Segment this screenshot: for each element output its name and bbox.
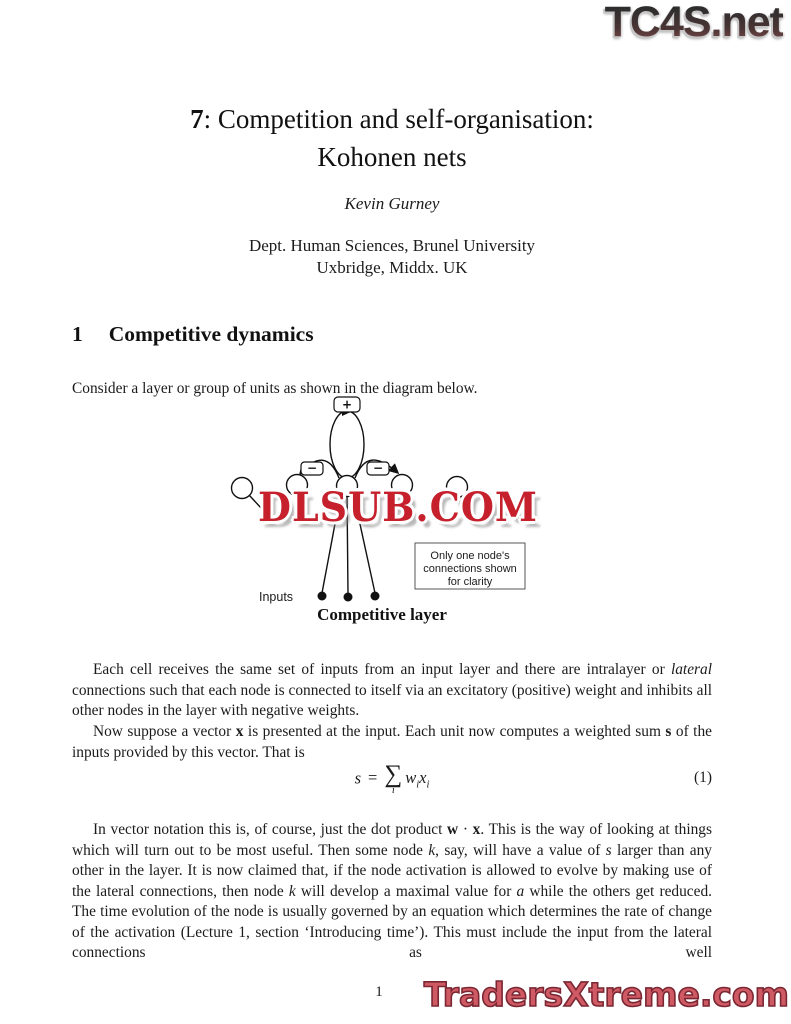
note-line2: connections shown — [423, 563, 517, 575]
page-title — [72, 100, 712, 176]
paragraph-1: Each cell receives the same set of inputs from an input layer and there are intralayer or lateral connections such that each node is connected to itself via an excitatory (positive) weight and inhibits all other nodes in the layer with negative weights. — [72, 661, 712, 720]
section-heading — [72, 322, 314, 347]
equation-1 — [72, 757, 712, 801]
inputs-label: Inputs — [259, 590, 294, 604]
paragraph-intro: Consider a layer or group of units as shown in the diagram below. — [72, 380, 478, 398]
figure-caption: Competitive layer — [317, 605, 447, 624]
paragraph-3: In vector notation this is, of course, just the dot product w · x. This is the way of looking at things which will turn out to be most useful. Then some node k, say, will have a value of s larger than any other in the layer. It is now claimed that, if the node activation is allowed to evolve by making use of the lateral connections, then node k will develop a maximal value for a while the others get reduced. The time evolution of the node is usually governed by an equation which determines the rate of change of the activation (Lecture 1, section ‘Introducing time’). This must include the input from the lateral connections as well — [72, 821, 712, 962]
section-number: 1 — [72, 322, 83, 346]
note-line1: Only one node's — [430, 550, 510, 562]
eq-lhs: s — [354, 767, 362, 787]
note-line3: for clarity — [447, 576, 493, 588]
summation-symbol: ∑ i — [384, 760, 403, 796]
affiliation-line2: Uxbridge, Middx. UK — [316, 257, 468, 277]
input-dot — [318, 592, 327, 601]
unit-node — [232, 478, 253, 499]
watermark-tc4s: TC4S.net — [604, 0, 783, 46]
affiliation — [72, 235, 712, 278]
minus-sign-label: − — [372, 461, 384, 475]
self-excitation-loop — [330, 411, 364, 478]
title-line2: Kohonen nets — [317, 142, 467, 172]
equation-number: (1) — [694, 769, 712, 786]
title-number: 7 — [190, 104, 204, 134]
affiliation-line1: Dept. Human Sciences, Brunel University — [248, 236, 536, 255]
paragraph-2: Now suppose a vector x is presented at the input. Each unit now computes a weighted sum s of the inputs provided by this vector. That is — [72, 723, 712, 761]
watermark-tradersxtreme: TradersXtreme.com — [423, 975, 789, 1014]
input-dot — [371, 592, 380, 601]
eq-equals: = — [368, 767, 378, 787]
equation-expression — [354, 760, 430, 796]
page-number: 1 — [375, 984, 383, 1000]
eq-term: $w_ix_i$ — [405, 767, 430, 791]
plus-sign-label: + — [341, 397, 353, 412]
watermark-dlsub: DLSUB.COM — [257, 482, 538, 531]
author-name: Kevin Gurney — [344, 194, 440, 213]
section-title: Competitive dynamics — [108, 322, 314, 346]
minus-sign-label: − — [306, 461, 318, 475]
input-dot — [344, 593, 353, 602]
title-line1: : Competition and self-organisation: — [203, 104, 594, 134]
